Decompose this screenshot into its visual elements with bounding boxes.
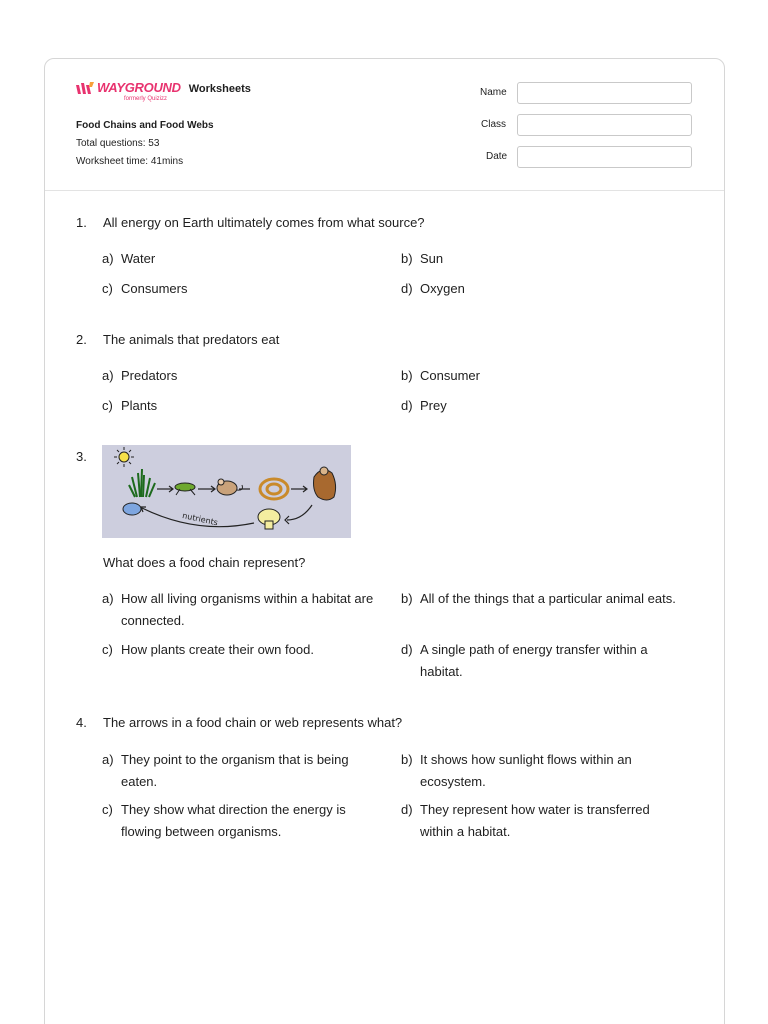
mushroom-icon	[258, 509, 280, 529]
option-text: How plants create their own food.	[121, 642, 314, 657]
option-letter: b)	[401, 368, 413, 383]
brand-subtitle: formerly Quizizz	[124, 96, 168, 102]
class-field[interactable]	[517, 114, 692, 136]
option-b[interactable]	[401, 749, 657, 793]
option-d[interactable]	[401, 278, 691, 300]
option-text: Prey	[420, 398, 447, 413]
date-field[interactable]	[517, 146, 692, 168]
question-text: The animals that predators eat	[103, 332, 280, 347]
nutrients-label: nutrients	[181, 510, 219, 528]
option-b[interactable]	[401, 248, 691, 270]
option-letter: c)	[102, 398, 113, 413]
food-chain-illustration	[102, 445, 351, 538]
option-a[interactable]	[102, 749, 370, 793]
option-letter: a)	[102, 251, 114, 266]
option-text: Sun	[420, 251, 444, 266]
grasshopper-icon	[175, 483, 195, 495]
question-number: 2.	[76, 332, 87, 347]
question-number: 3.	[76, 449, 87, 464]
option-letter: a)	[102, 368, 114, 383]
option-letter: c)	[102, 281, 113, 296]
wayground-logo-icon	[76, 82, 94, 95]
worksheet-page	[44, 58, 725, 1024]
worksheet-title: Food Chains and Food Webs	[76, 120, 214, 131]
brand-name: WAYGROUND	[97, 80, 181, 95]
option-letter: a)	[102, 752, 114, 767]
option-d[interactable]	[401, 395, 691, 417]
name-label: Name	[480, 87, 507, 98]
option-letter: b)	[401, 752, 413, 767]
brand-logo	[76, 81, 251, 103]
option-text: Consumers	[121, 281, 188, 296]
option-c[interactable]	[102, 799, 370, 843]
option-a[interactable]	[102, 588, 392, 632]
option-text: They represent how water is transferred within a habitat.	[420, 802, 650, 839]
option-letter: c)	[102, 802, 113, 817]
option-letter: b)	[401, 251, 413, 266]
hawk-icon	[314, 467, 336, 500]
option-letter: d)	[401, 802, 413, 817]
option-text: Consumer	[420, 368, 480, 383]
question-text: What does a food chain represent?	[103, 555, 306, 570]
option-a[interactable]	[102, 248, 392, 270]
question-number: 4.	[76, 715, 87, 730]
snake-icon	[260, 479, 288, 499]
option-c[interactable]	[102, 278, 392, 300]
option-d[interactable]	[401, 799, 669, 843]
worksheet-time: Worksheet time: 41mins	[76, 156, 184, 167]
total-questions: Total questions: 53	[76, 138, 160, 149]
option-letter: a)	[102, 591, 114, 606]
name-field[interactable]	[517, 82, 692, 104]
option-text: Plants	[121, 398, 158, 413]
option-text: Water	[121, 251, 156, 266]
option-b[interactable]	[401, 588, 701, 610]
sun-icon	[114, 447, 134, 467]
option-letter: d)	[401, 642, 413, 657]
grass-icon	[129, 469, 155, 497]
option-text: How all living organisms within a habitat are connected.	[121, 591, 374, 628]
mouse-icon	[217, 479, 242, 495]
option-text: Oxygen	[420, 281, 465, 296]
option-text: Predators	[121, 368, 178, 383]
date-label: Date	[486, 151, 508, 162]
question-text: The arrows in a food chain or web represents what?	[103, 715, 403, 730]
class-label: Class	[481, 119, 507, 130]
option-letter: d)	[401, 398, 413, 413]
option-text: All of the things that a particular animal eats.	[420, 591, 676, 606]
option-text: They point to the organism that is being eaten.	[121, 752, 349, 789]
section-label: Worksheets	[188, 83, 251, 95]
option-text: They show what direction the energy is flowing between organisms.	[121, 802, 346, 839]
option-letter: b)	[401, 591, 413, 606]
option-c[interactable]	[102, 395, 392, 417]
water-icon	[123, 503, 141, 515]
option-d[interactable]	[401, 639, 671, 683]
option-text: A single path of energy transfer within a habitat.	[420, 642, 648, 679]
option-text: It shows how sunlight flows within an ecosystem.	[420, 752, 632, 789]
question-number: 1.	[76, 215, 87, 230]
worksheet-header	[45, 59, 724, 191]
option-a[interactable]	[102, 365, 392, 387]
food-chain-image	[102, 445, 351, 538]
option-c[interactable]	[102, 639, 392, 661]
question-text: All energy on Earth ultimately comes from what source?	[103, 215, 425, 230]
option-letter: d)	[401, 281, 413, 296]
option-letter: c)	[102, 642, 113, 657]
option-b[interactable]	[401, 365, 691, 387]
